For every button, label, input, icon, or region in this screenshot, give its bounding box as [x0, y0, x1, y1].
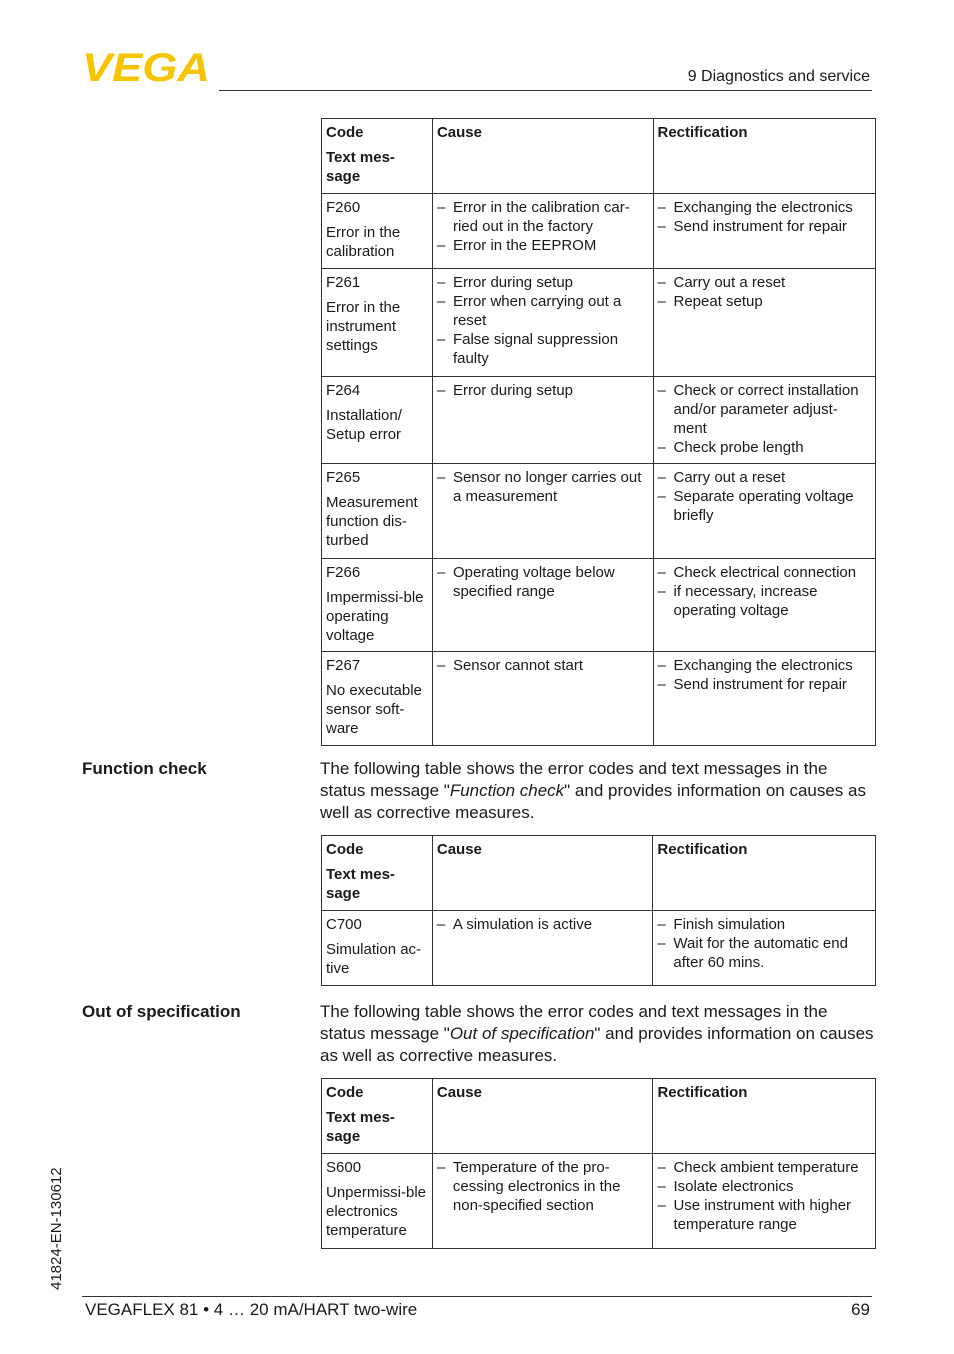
cause-cell: [432, 559, 653, 652]
table-header-row: [322, 1079, 876, 1154]
out-of-spec-heading: Out of specification: [82, 1002, 241, 1021]
header-rectification: Rectification: [653, 1079, 876, 1154]
header-code: Code Text mes-sage: [322, 836, 433, 911]
cause-item: – Sensor cannot start: [437, 656, 649, 675]
rectification-list: [658, 563, 872, 620]
rectification-item: – Check probe length: [658, 438, 872, 457]
cause-list: [437, 656, 649, 675]
rectification-cell: [653, 194, 876, 269]
text-message: Error in the instrument settings: [326, 299, 401, 354]
rectification-cell: [653, 1154, 876, 1249]
rectification-item: – Exchanging the electronics: [658, 198, 872, 217]
rectification-list: [657, 915, 871, 972]
cause-cell: [432, 464, 653, 559]
code-cell: [322, 269, 433, 377]
table-row: [322, 652, 876, 746]
rectification-item: – Carry out a reset: [658, 273, 872, 292]
rectification-cell: [653, 377, 876, 464]
header-cause: Cause: [432, 1079, 653, 1154]
error-code: S600: [326, 1159, 362, 1176]
error-code: C700: [326, 916, 362, 933]
rectification-item: – Repeat setup: [658, 292, 872, 311]
cause-cell: [432, 194, 653, 269]
out-of-spec-intro: The following table shows the error codes and text messages in the status message "Out of specification" and provides information on causes as well as corrective measures.: [320, 1002, 874, 1065]
header-rectification: Rectification: [653, 836, 876, 911]
code-cell: [322, 464, 433, 559]
rectification-item: – Check electrical connection: [658, 563, 872, 582]
rectification-item: – Finish simulation: [657, 915, 871, 934]
logo-text: VEGA: [82, 50, 210, 84]
cause-cell: [432, 377, 653, 464]
header-cause: Cause: [432, 836, 653, 911]
rectification-list: [658, 656, 872, 694]
out-of-spec-table: [321, 1078, 876, 1249]
cause-item: – Operating voltage below specified range: [437, 563, 649, 601]
rectification-item: – Use instrument with higher temperature range: [657, 1196, 871, 1234]
cause-list: [437, 198, 649, 255]
cause-item: – Error in the calibration car-ried out in the factory: [437, 198, 649, 236]
cause-list: [437, 381, 649, 400]
footer-product: VEGAFLEX 81 • 4 … 20 mA/HART two-wire: [85, 1300, 418, 1319]
error-code: F265: [326, 469, 361, 486]
header-rectification: Rectification: [653, 119, 876, 194]
code-cell: [322, 1154, 433, 1249]
table-header-row: [322, 119, 876, 194]
cause-item: – Error during setup: [437, 381, 649, 400]
table-header-row: [322, 836, 876, 911]
table-row: [322, 464, 876, 559]
function-check-intro: The following table shows the error codes and text messages in the status message "Function check" and provides information on causes as well as corrective measures.: [320, 759, 866, 822]
chapter-title: 9 Diagnostics and service: [687, 68, 870, 85]
cause-cell: [432, 269, 653, 377]
header-code: Code Text mes-sage: [322, 1079, 433, 1154]
header-cause: Cause: [432, 119, 653, 194]
cause-item: – Error when carrying out a reset: [437, 292, 649, 330]
page-number: 69: [851, 1300, 870, 1319]
failure-table: [321, 118, 876, 746]
rectification-item: – Check ambient temperature: [657, 1158, 871, 1177]
cause-item: – Error in the EEPROM: [437, 236, 649, 255]
rectification-cell: [653, 652, 876, 746]
code-cell: [322, 911, 433, 986]
error-code: F264: [326, 382, 361, 399]
rectification-cell: [653, 911, 876, 986]
rectification-list: [657, 1158, 871, 1234]
rectification-item: – if necessary, increase operating voltage: [658, 582, 872, 620]
code-cell: [322, 652, 433, 746]
error-code: F260: [326, 199, 361, 216]
table-row: [322, 911, 876, 986]
vega-logo: [82, 50, 212, 84]
rectification-item: – Carry out a reset: [658, 468, 872, 487]
table-row: [322, 1154, 876, 1249]
document-code: 41824-EN-130612: [48, 1167, 65, 1290]
code-cell: [322, 559, 433, 652]
header-code: Code Text mes-sage: [322, 119, 433, 194]
rectification-cell: [653, 559, 876, 652]
cause-item: – Sensor no longer carries out a measurement: [437, 468, 649, 506]
rectification-item: – Isolate electronics: [657, 1177, 871, 1196]
error-code: F261: [326, 274, 361, 291]
code-cell: [322, 377, 433, 464]
header-divider: [219, 90, 872, 91]
text-message: Unpermissi-ble electronics temperature: [326, 1184, 427, 1239]
cause-list: [437, 273, 649, 368]
text-message: Error in the calibration: [326, 224, 401, 260]
rectification-cell: [653, 269, 876, 377]
rectification-list: [658, 273, 872, 311]
rectification-item: – Send instrument for repair: [658, 675, 872, 694]
code-cell: [322, 194, 433, 269]
table-row: [322, 194, 876, 269]
text-message: Simulation ac-tive: [326, 941, 422, 977]
text-message: Measurement function dis-turbed: [326, 494, 418, 549]
rectification-list: [658, 198, 872, 236]
rectification-item: – Exchanging the electronics: [658, 656, 872, 675]
cause-cell: [432, 911, 653, 986]
function-check-heading: Function check: [82, 759, 207, 778]
cause-list: [437, 915, 649, 934]
text-message: Installation/ Setup error: [326, 407, 402, 443]
table-row: [322, 377, 876, 464]
cause-item: – A simulation is active: [437, 915, 649, 934]
cause-list: [437, 1158, 649, 1215]
rectification-list: [658, 468, 872, 525]
function-check-table: [321, 835, 876, 986]
cause-cell: [432, 1154, 653, 1249]
table-row: [322, 269, 876, 377]
table-row: [322, 559, 876, 652]
error-code: F266: [326, 564, 361, 581]
rectification-list: [658, 381, 872, 457]
cause-item: – Temperature of the pro-cessing electronics in the non-specified section: [437, 1158, 649, 1215]
rectification-item: – Wait for the automatic end after 60 mins.: [657, 934, 871, 972]
cause-item: – False signal suppression faulty: [437, 330, 649, 368]
cause-list: [437, 468, 649, 506]
cause-list: [437, 563, 649, 601]
text-message: Impermissi-ble operating voltage: [326, 589, 424, 644]
footer-divider: [82, 1296, 872, 1297]
rectification-cell: [653, 464, 876, 559]
cause-cell: [432, 652, 653, 746]
error-code: F267: [326, 657, 361, 674]
text-message: No executable sensor soft-ware: [326, 682, 422, 737]
cause-item: – Error during setup: [437, 273, 649, 292]
rectification-item: – Send instrument for repair: [658, 217, 872, 236]
rectification-item: – Separate operating voltage briefly: [658, 487, 872, 525]
rectification-item: – Check or correct installation and/or parameter adjust-ment: [658, 381, 872, 438]
